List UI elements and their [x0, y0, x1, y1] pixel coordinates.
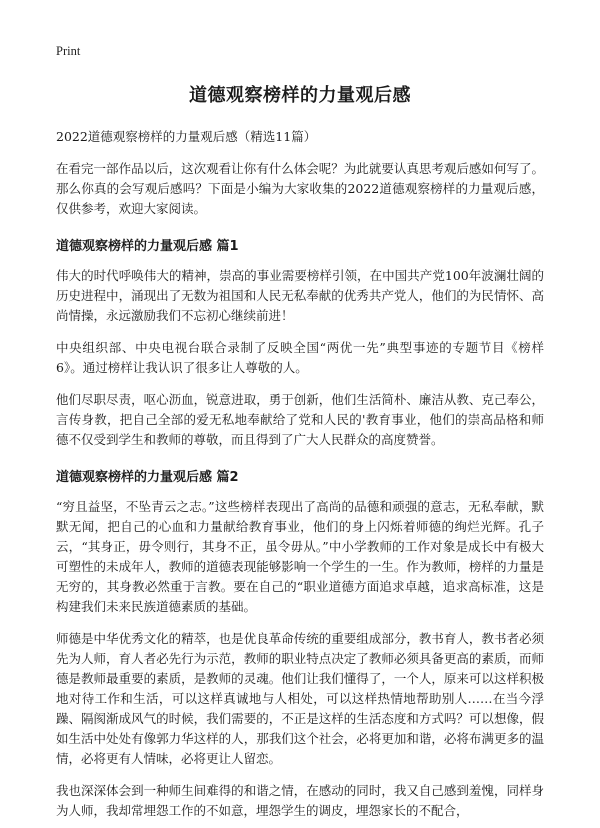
- section-heading: 道德观察榜样的力量观后感 篇1: [56, 239, 239, 254]
- section-1: [56, 235, 544, 450]
- section-2: [56, 466, 544, 821]
- body-paragraph: “穷且益坚，不坠青云之志。”这些榜样表现出了高尚的品德和顽强的意志，无私奉献，默默无闻，把自己的心血和力量献给教育事业，他们的身上闪烁着师德的绚烂光辉。孔子云，“其身正，毋令则行，其身不正，虽令毋从。”中小学教师的工作对象是成长中有极大可塑性的未成年人，教师的道德表现能够影响一个学生的一生。作为教师，榜样的力量是无穷的，其身教必然重于言教。要在自己的“职业道德方面追求卓越，追求高标准，这是构建我们未来民族道德素质的基础。: [56, 499, 544, 614]
- document-subtitle: 2022道德观察榜样的力量观后感（精选11篇）: [56, 129, 317, 144]
- body-paragraph: 我也深深体会到一种师生间难得的和谐之情，在感动的同时，我又自己感到羞愧，同样身为人师，我却常埋怨工作的不如意，埋怨学生的调皮，埋怨家长的不配合，: [56, 783, 544, 818]
- body-paragraph: 中央组织部、中央电视台联合录制了反映全国“两优一先”典型事迹的专题节目《榜样6》。通过榜样让我认识了很多让人尊敬的人。: [56, 340, 544, 375]
- body-paragraph: 伟大的时代呼唤伟大的精神，崇高的事业需要榜样引领，在中国共产党100年波澜壮阔的历史进程中，涌现出了无数为祖国和人民无私奉献的优秀共产党人，他们的为民情怀、高尚情操，永远激励我们不忘初心继续前进！: [56, 268, 544, 323]
- body-paragraph: 师德是中华优秀文化的精萃，也是优良革命传统的重要组成部分，教书育人，教书者必须先为人师，育人者必先行为示范，教师的职业特点决定了教师必须具备更高的素质，而师德是教师最重要的素质，是教师的灵魂。他们让我们懂得了，一个人，原来可以这样积极地对待工作和生活，可以这样真诚地与人相处，可以这样热情地帮助别人……在当今浮躁、隔阂渐成风气的时候，我们需要的，不正是这样的生活态度和方式吗？可以想像，假如生活中处处有像郭力华这样的人，那我们这个社会，必将更加和谐，必将布满更多的温情，必将更有人情味，必将更让人留恋。: [56, 631, 544, 766]
- section-heading: 道德观察榜样的力量观后感 篇2: [56, 470, 239, 485]
- print-link[interactable]: Print: [56, 44, 81, 58]
- intro-paragraph: 在看完一部作品以后，这次观看让你有什么体会呢？为此就要认真思考观后感如何写了。那么你真的会写观后感吗？下面是小编为大家收集的2022道德观察榜样的力量观后感，仅供参考，欢迎大家阅读。: [56, 161, 544, 216]
- page-title: 道德观察榜样的力量观后感: [189, 85, 411, 106]
- body-paragraph: 他们尽职尽责，呕心沥血，锐意进取，勇于创新，他们生活简朴、廉洁从教、克己奉公，言传身教，把自己全部的爱无私地奉献给了党和人民的'教育事业，他们的崇高品格和师德不仅受到学生和教师的尊敬，而且得到了广大人民群众的高度赞誉。: [56, 392, 544, 447]
